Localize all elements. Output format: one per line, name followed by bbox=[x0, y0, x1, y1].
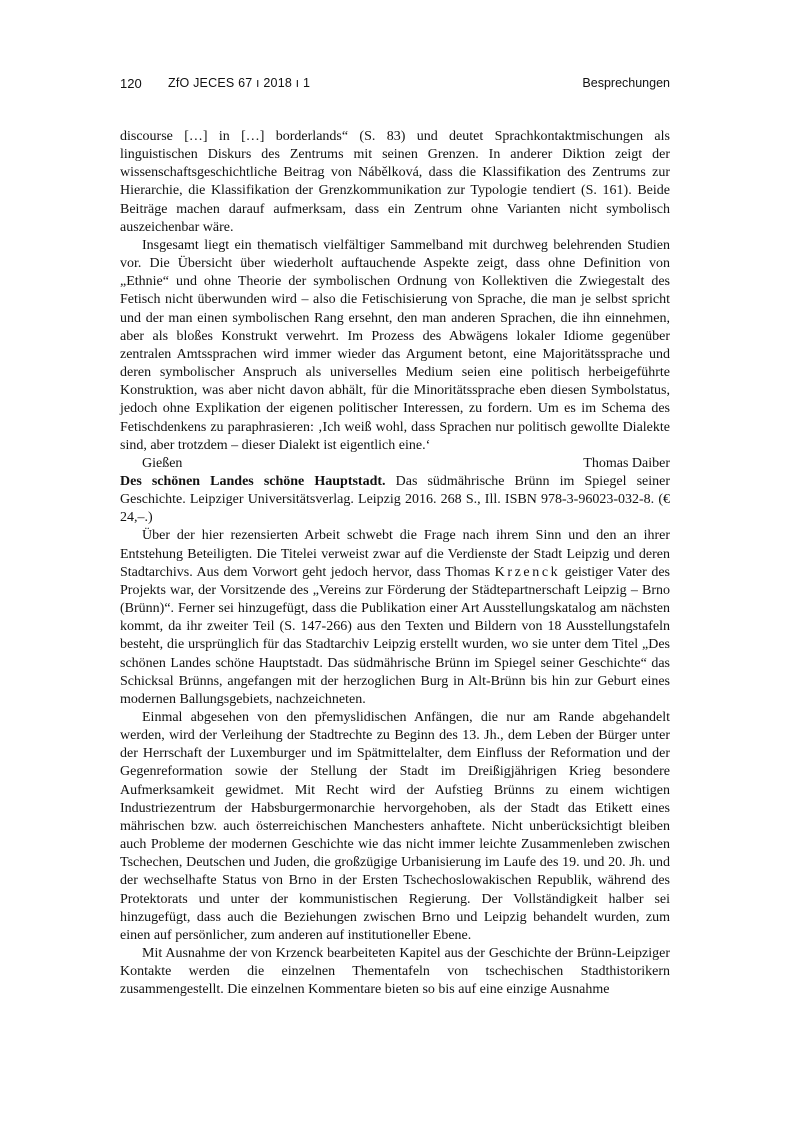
review2-paragraph-2: Einmal abgesehen von den přemyslidischen Anfängen, die nur am Rande abgehandelt werden, wird der Verleihung der Stadtrechte zu Beginn des 13. Jh., dem Leben der Bürger unter der Herrschaft der Luxemburger und im Spätmittelalter, dem Einfluss der Reformation und der Gegenreformation sowie der Stellung der Stadt im Dreißigjährigen Krieg besondere Aufmerksamkeit gewidmet. Mit Recht wird der Aufstieg Brünns zu einem wichtigen Industriezentrum der Habsburgermonarchie hervorgehoben, als der Stadt das Etikett eines mährischen bzw. auch österreichischen Manchesters anhaftete. Nicht unberücksichtigt bleiben auch Probleme der modernen Geschichte wie das nicht immer leichte Zusammenleben zwischen Tschechen, Deutschen und Juden, die großzügige Urbanisierung im Laufe des 19. und 20. Jh. und der wechselhafte Status von Brno in der Ersten Tschechoslowakischen Republik, während des Protektorats und unter der kommunistischen Regierung. Der Vollständigkeit halber sei hinzugefügt, dass auch die Beziehungen zwischen Brno und Leipzig behandelt wurden, zum einen auf persönlicher, zum anderen auf institutioneller Ebene. bbox=[120, 709, 670, 943]
review1-signature bbox=[120, 455, 670, 473]
review1-paragraph-2: Insgesamt liegt ein thematisch vielfältiger Sammelband mit durchweg belehrenden Studien vor. Die Übersicht über wiederholt auftauchende Aspekte zeigt, dass ohne Definition von „Ethnie“ und ohne Theorie der symbolischen Ordnung von Kollektiven die Zwiegestalt des Fetisch nicht überwunden wird – also die Fetischisierung von Sprache, die man je selbst spricht und der man einen symbolischen Rang ersehnt, den man anderen Sprachen, die ihn einnehmen, aber als bloßes Konstrukt verwehrt. Im Prozess des Abwägens lokaler Idiome gegenüber zentralen Amtssprachen wird immer wieder das Argument betont, eine Majoritätssprache und deren symbolischer Anspruch als universelles Medium seien eine politisch herbeigeführte Konstruktion, was aber nicht davon abhält, für die Minoritätssprache eben diesen Symbolstatus, jedoch ohne Explikation der eigenen politischer Interessen, zu fordern. Um es im Schema des Fetischdenkens zu paraphrasieren: ‚Ich weiß wohl, dass Sprachen nur politisch gewollte Dialekte sind, aber trotzdem – dieser Dialekt ist eigentlich eine.‘ bbox=[120, 237, 670, 453]
review2-paragraph-3: Mit Ausnahme der von Krzenck bearbeiteten Kapitel aus der Geschichte der Brünn-Leipziger Kontakte werden die einzelnen Thementafeln von tschechischen Stadthistorikern zusammengestellt. Die einzelnen Kommentare bieten so bis auf eine einzige Ausnahme bbox=[120, 946, 670, 998]
review2-paragraph-1-part-b: geistiger Vater des Projekts war, der Vorsitzende des „Vereins zur Förderung der Städtepartnerschaft Leipzig – Brno (Brünn)“. Ferner sei hinzugefügt, dass die Publikation einer Art Ausstellungskatalog am nächsten kommt, da ihr zweiter Teil (S. 147-266) aus den Texten und Bildern von 18 Ausstellungstafeln besteht, die ursprünglich für das Stadtarchiv Leipzig erstellt wurden, wo sie unter dem Titel „Des schönen Landes schöne Hauptstadt. Das südmährische Brünn im Spiegel seiner Geschichte“ das Schicksal Brünns, angefangen mit der herzoglichen Burg in Alt-Brünn bis hin zur Geburt eines modernen Ballungsgebiets, nachzeichneten. bbox=[120, 564, 670, 707]
journal-reference: ZfO JECES 67 ı 2018 ı 1 bbox=[168, 76, 311, 90]
review2-bibliographic-header bbox=[120, 473, 670, 527]
author-name-spaced: Krzenck bbox=[494, 564, 561, 580]
review2-paragraph-1 bbox=[120, 527, 670, 709]
review2-book-title: Des schönen Landes schöne Hauptstadt. bbox=[120, 473, 386, 489]
section-title: Besprechungen bbox=[582, 76, 670, 90]
review2-paragraph-1-part-a: Über der hier rezensierten Arbeit schwebt die Frage nach ihrem Sinn und den an ihrer Entstehung Beteiligten. Die Titelei verweist zwar auf die Verdienste der Stadt Leipzig und deren Stadtarchivs. Aus dem Vorwort geht jedoch hervor, dass Thomas bbox=[120, 528, 670, 580]
reviewer-name: Thomas Daiber bbox=[583, 455, 670, 471]
page-number: 120 bbox=[120, 76, 142, 91]
review2-book-details: Das südmährische Brünn im Spiegel seiner Geschichte. Leipziger Universitätsverlag. Leipzig 2016. 268 S., Ill. ISBN 978-3-96023-032-8. (€ 24,–.) bbox=[120, 473, 670, 526]
reviewer-place: Gießen bbox=[142, 455, 183, 471]
page-body bbox=[120, 128, 670, 999]
review1-paragraph-1: discourse […] in […] borderlands“ (S. 83) und deutet Sprachkontaktmischungen als linguistischen Diskurs des Zentrums mit seinen Grenzen. In anderer Diktion zeigt der wissenschaftsgeschichtliche Beitrag von Nábělková, dass die Klassifikation des Zentrums zur Hierarchie, die Klassifikation der Grenzkommunikation zur Typologie tendiert (S. 161). Beide Beiträge machen darauf aufmerksam, dass ein Zentrum ohne Varianten nicht symbolisch auszeichenbar wäre. bbox=[120, 129, 670, 235]
running-header bbox=[120, 76, 670, 94]
